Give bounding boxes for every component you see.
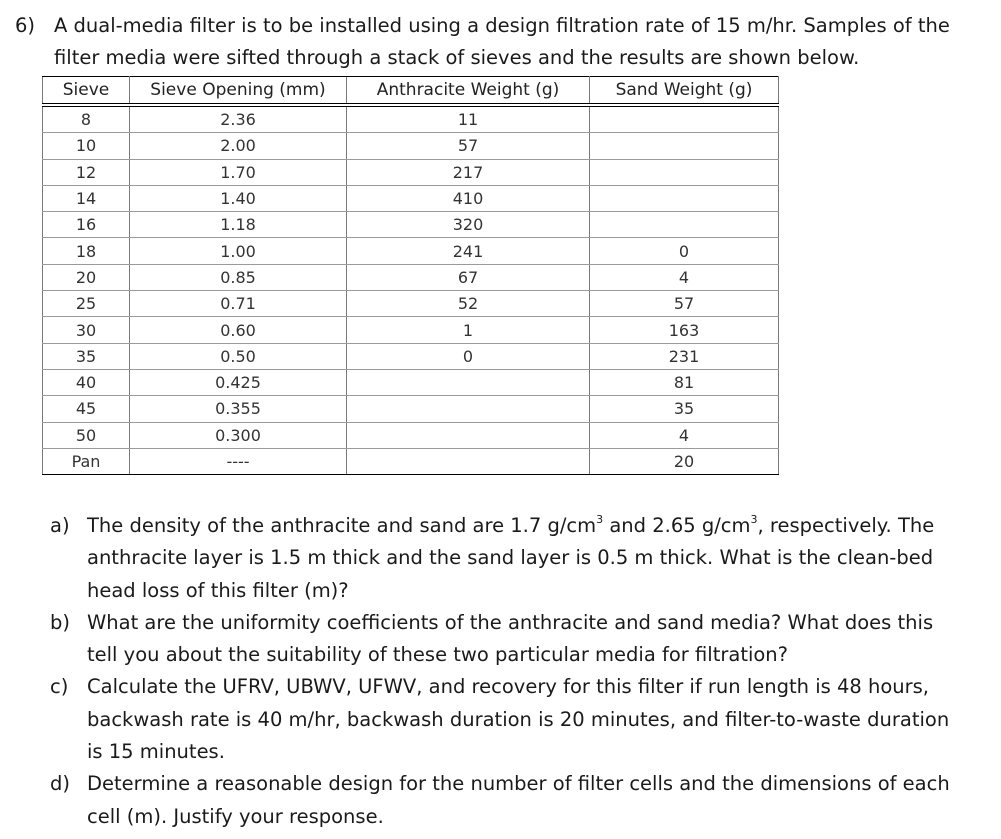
cell-sieve: 25 bbox=[43, 291, 130, 317]
cell-anthracite-weight: 410 bbox=[347, 185, 590, 211]
cell-sieve: 14 bbox=[43, 185, 130, 211]
table-row bbox=[43, 264, 779, 290]
cell-sieve: Pan bbox=[43, 448, 130, 474]
cell-sieve: 20 bbox=[43, 264, 130, 290]
cell-sand-weight bbox=[590, 133, 779, 159]
cell-sieve: 50 bbox=[43, 422, 130, 448]
cell-anthracite-weight: 57 bbox=[347, 133, 590, 159]
part-c bbox=[50, 671, 950, 768]
header-sand-weight: Sand Weight (g) bbox=[590, 77, 779, 106]
part-d-text: Determine a reasonable design for the number of filter cells and the dimensions of each cell (m). Justify your response. bbox=[87, 772, 950, 828]
cell-sand-weight: 4 bbox=[590, 422, 779, 448]
cell-anthracite-weight bbox=[347, 422, 590, 448]
part-a-text-1: The density of the anthracite and sand are 1.7 g/cm bbox=[87, 514, 597, 537]
part-a bbox=[50, 510, 950, 607]
table-header-row bbox=[43, 77, 779, 106]
cell-sieve: 30 bbox=[43, 317, 130, 343]
cell-sand-weight: 81 bbox=[590, 369, 779, 395]
cell-anthracite-weight: 52 bbox=[347, 291, 590, 317]
part-a-superscript-2: 3 bbox=[750, 513, 758, 526]
cell-sand-weight bbox=[590, 185, 779, 211]
cell-sieve: 40 bbox=[43, 369, 130, 395]
cell-sand-weight: 57 bbox=[590, 291, 779, 317]
cell-sieve: 16 bbox=[43, 212, 130, 238]
cell-sieve: 18 bbox=[43, 238, 130, 264]
part-b bbox=[50, 607, 950, 672]
cell-sieve: 8 bbox=[43, 105, 130, 133]
cell-sand-weight bbox=[590, 212, 779, 238]
question-parts bbox=[50, 510, 950, 833]
cell-sieve: 10 bbox=[43, 133, 130, 159]
table-row bbox=[43, 291, 779, 317]
cell-sand-weight: 231 bbox=[590, 343, 779, 369]
cell-anthracite-weight: 241 bbox=[347, 238, 590, 264]
cell-sieve: 12 bbox=[43, 159, 130, 185]
header-sieve-opening: Sieve Opening (mm) bbox=[130, 77, 347, 106]
part-a-text-3: , respectively. The anthracite layer is 1.5 m thick and the sand layer is 0.5 m thick. What is the clean-bed head loss of this filter (m)? bbox=[87, 514, 935, 602]
cell-anthracite-weight: 67 bbox=[347, 264, 590, 290]
cell-sand-weight: 163 bbox=[590, 317, 779, 343]
sieve-analysis-table bbox=[42, 76, 779, 475]
cell-sieve-opening: 0.355 bbox=[130, 396, 347, 422]
part-a-text-2: and 2.65 g/cm bbox=[603, 514, 751, 537]
cell-sand-weight: 35 bbox=[590, 396, 779, 422]
question-text-line-2: filter media were sifted through a stack of sieves and the results are shown below. bbox=[54, 46, 860, 69]
cell-sand-weight bbox=[590, 159, 779, 185]
cell-sieve-opening: 0.85 bbox=[130, 264, 347, 290]
cell-sieve-opening: 0.300 bbox=[130, 422, 347, 448]
cell-sand-weight: 20 bbox=[590, 448, 779, 474]
part-d bbox=[50, 768, 950, 833]
table-row bbox=[43, 105, 779, 133]
table-row bbox=[43, 133, 779, 159]
table-row bbox=[43, 212, 779, 238]
table-row bbox=[43, 422, 779, 448]
table-row bbox=[43, 448, 779, 474]
cell-anthracite-weight bbox=[347, 448, 590, 474]
cell-sand-weight: 0 bbox=[590, 238, 779, 264]
cell-sand-weight bbox=[590, 105, 779, 133]
cell-anthracite-weight: 217 bbox=[347, 159, 590, 185]
cell-sand-weight: 4 bbox=[590, 264, 779, 290]
cell-sieve-opening: 1.40 bbox=[130, 185, 347, 211]
header-sieve: Sieve bbox=[43, 77, 130, 106]
cell-anthracite-weight: 11 bbox=[347, 105, 590, 133]
cell-anthracite-weight bbox=[347, 369, 590, 395]
cell-anthracite-weight: 1 bbox=[347, 317, 590, 343]
table-row bbox=[43, 185, 779, 211]
part-b-text: What are the uniformity coefficients of the anthracite and sand media? What does this tell you about the suitability of these two particular media for filtration? bbox=[87, 610, 934, 667]
cell-sieve-opening: 2.36 bbox=[130, 105, 347, 133]
table-row bbox=[43, 343, 779, 369]
table-row bbox=[43, 159, 779, 185]
question-number: 6) bbox=[15, 14, 36, 37]
part-a-label: a) bbox=[50, 514, 70, 537]
cell-sieve: 45 bbox=[43, 396, 130, 422]
cell-sieve-opening: 0.71 bbox=[130, 291, 347, 317]
cell-sieve-opening: 1.00 bbox=[130, 238, 347, 264]
cell-sieve-opening: 1.70 bbox=[130, 159, 347, 185]
cell-sieve-opening: 0.425 bbox=[130, 369, 347, 395]
cell-anthracite-weight: 0 bbox=[347, 343, 590, 369]
part-c-text: Calculate the UFRV, UBWV, UFWV, and recovery for this filter if run length is 48 hours, backwash rate is 40 m/hr, backwash duration is 20 minutes, and filter-to-waste duration is 15 minutes. bbox=[87, 675, 950, 764]
cell-sieve-opening: 1.18 bbox=[130, 212, 347, 238]
cell-anthracite-weight: 320 bbox=[347, 212, 590, 238]
cell-anthracite-weight bbox=[347, 396, 590, 422]
part-a-superscript-1: 3 bbox=[596, 513, 604, 526]
header-anthracite-weight: Anthracite Weight (g) bbox=[347, 77, 590, 106]
cell-sieve: 35 bbox=[43, 343, 130, 369]
table-row bbox=[43, 396, 779, 422]
cell-sieve-opening: 0.60 bbox=[130, 317, 347, 343]
part-b-label: b) bbox=[50, 610, 70, 634]
table-row bbox=[43, 317, 779, 343]
cell-sieve-opening: 2.00 bbox=[130, 133, 347, 159]
cell-sieve-opening: ---- bbox=[130, 448, 347, 474]
question-text-line-1: A dual-media filter is to be installed using a design filtration rate of 15 m/hr. Samples of the bbox=[54, 14, 950, 37]
table-row bbox=[43, 369, 779, 395]
table-row bbox=[43, 238, 779, 264]
cell-sieve-opening: 0.50 bbox=[130, 343, 347, 369]
part-c-label: c) bbox=[50, 675, 69, 699]
part-d-label: d) bbox=[50, 772, 70, 796]
